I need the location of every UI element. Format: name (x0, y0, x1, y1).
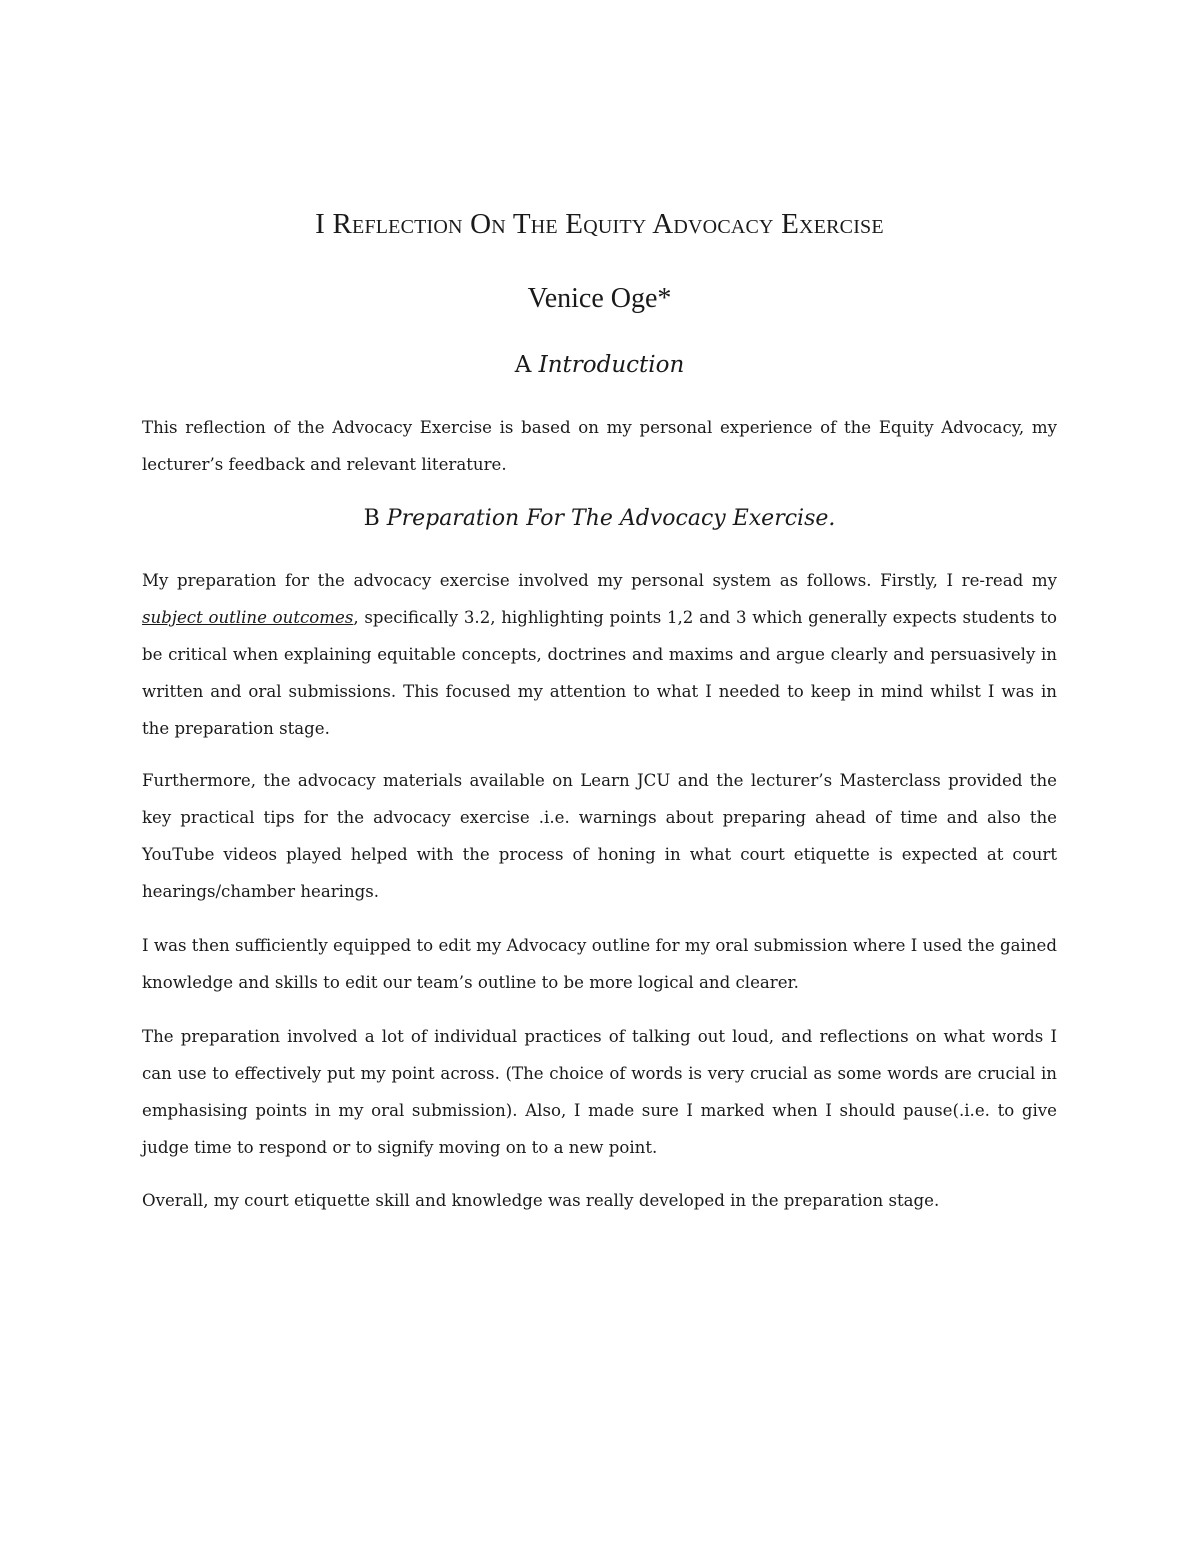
section-heading-introduction (142, 352, 1057, 378)
intro-paragraph: This reflection of the Advocacy Exercise is based on my personal experience of the Equity Advocacy, my lecturer’s feedback and relevant literature. (142, 418, 1057, 474)
paragraph-practice: The preparation involved a lot of individual practices of talking out loud, and reflections on what words I can use to effectively put my point across. (The choice of words is very crucial as some words are crucial in emphasising points in my oral submission). Also, I made sure I marked when I should pause(.i.e. to give judge time to respond or to signify moving on to a new point. (142, 1027, 1057, 1157)
section-heading-preparation (142, 506, 1057, 531)
emphasized-text: subject outline outcomes (142, 608, 354, 627)
section-title: Preparation For The Advocacy Exercise. (386, 506, 836, 531)
paragraph-advocacy-materials: Furthermore, the advocacy materials available on Learn JCU and the lecturer’s Masterclass provided the key practical tips for the advocacy exercise .i.e. warnings about preparing ahead of time and also the YouTube videos played helped with the process of honing in what court etiquette is expected at court hearings/chamber hearings. (142, 771, 1057, 901)
section-letter: A (514, 352, 532, 378)
section-letter: B (363, 506, 380, 531)
author-name: Venice Oge* (527, 283, 672, 314)
section-title: Introduction (538, 352, 685, 378)
paragraph-text: My preparation for the advocacy exercise involved my personal system as follows. Firstly, I re-read my (142, 571, 1057, 590)
document-title: I Reflection On The Equity Advocacy Exercise (315, 208, 884, 240)
paragraph-preparation-system (142, 562, 1057, 747)
paragraph-text: , specifically 3.2, highlighting points 1,2 and 3 which generally expects students to be critical when explaining equitable concepts, doctrines and maxims and argue clearly and persuasively in written and oral submissions. This focused my attention to what I needed to keep in mind whilst I was in the preparation stage. (142, 608, 1058, 738)
paragraph-overall: Overall, my court etiquette skill and knowledge was really developed in the preparation stage. (142, 1191, 940, 1210)
paragraph-outline-editing: I was then sufficiently equipped to edit my Advocacy outline for my oral submission where I used the gained knowledge and skills to edit our team’s outline to be more logical and clearer. (142, 936, 1057, 992)
